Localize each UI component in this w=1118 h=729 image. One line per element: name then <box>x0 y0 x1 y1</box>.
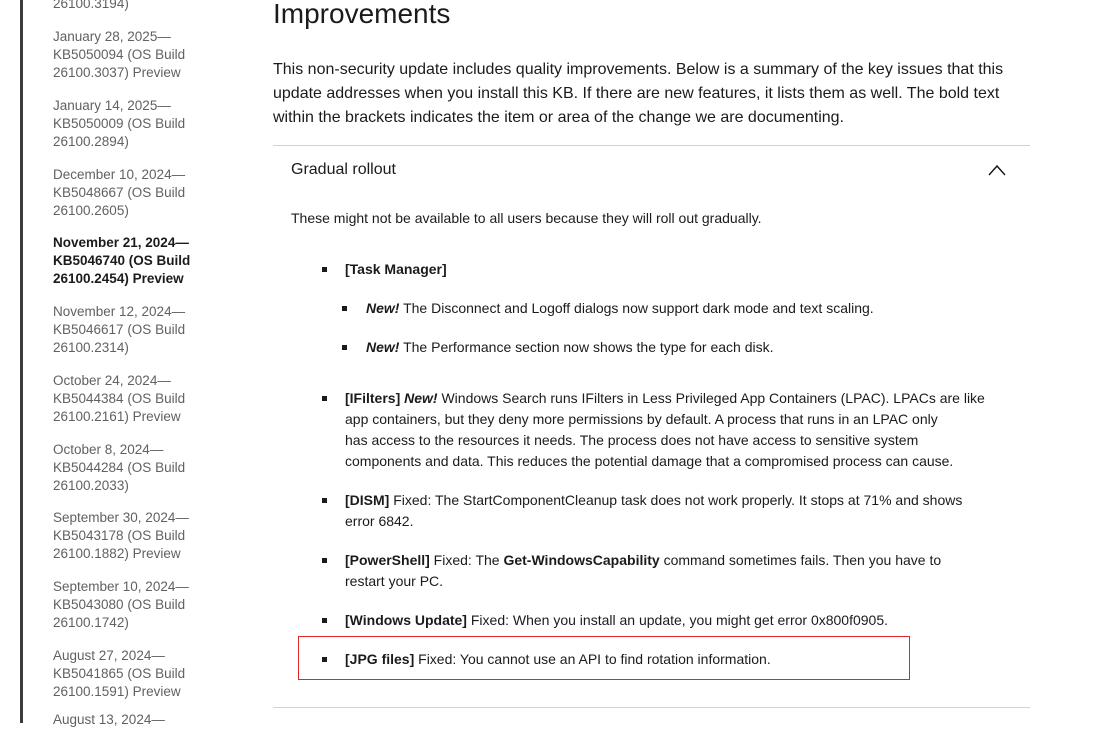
bullet-icon <box>322 498 327 503</box>
sidebar-item-kb5044384[interactable]: October 24, 2024— KB5044384 (OS Build 26100.2161) Preview <box>53 373 186 424</box>
bullet-icon <box>322 558 327 563</box>
sidebar-item-kb5041865[interactable]: August 27, 2024— KB5041865 (OS Build 26100.1591) Preview <box>53 648 186 699</box>
list-item-windows-update: [Windows Update] Fixed: When you install an update, you might get error 0x800f0905. <box>345 612 889 628</box>
bullet-icon <box>342 345 347 350</box>
chevron-up-icon[interactable] <box>988 164 1006 176</box>
sidebar-item-kb5046740-active[interactable]: November 21, 2024— KB5046740 (OS Build 26100.2454) Preview <box>53 235 191 286</box>
accordion-bottom-divider <box>273 707 1030 708</box>
sidebar-item-kb5048667[interactable]: December 10, 2024— KB5048667 (OS Build 26100.2605) <box>53 167 186 218</box>
list-item-ifilters: [IFilters] New! Windows Search runs IFilters in Less Privileged App Containers (LPAC). LPACs are like app containers, but they deny more permissions by default. A process that runs in an LPAC only has access to the resources it needs. The process does not have access to sensitive system components and data. This reduces the potential damage that a compromised process can cause. <box>345 390 985 469</box>
bullet-icon <box>342 306 347 311</box>
sidebar-item-august-13-2024[interactable]: August 13, 2024— <box>53 712 165 727</box>
list-item-dism: [DISM] Fixed: The StartComponentCleanup task does not work properly. It stops at 71% and shows error 6842. <box>345 492 963 529</box>
sidebar-item-kb-26100-3194[interactable]: 26100.3194) <box>53 0 129 11</box>
list-item-jpg-files: [JPG files] Fixed: You cannot use an API to find rotation information. <box>345 651 771 667</box>
sidebar-item-kb5043178[interactable]: September 30, 2024— KB5043178 (OS Build 26100.1882) Preview <box>53 510 189 561</box>
bullet-icon <box>322 396 327 401</box>
list-item-task-manager-disk-type: New! The Performance section now shows the type for each disk. <box>366 339 774 355</box>
intro-paragraph: This non-security update includes quality improvements. Below is a summary of the key issues that this update addresses when you install this KB. If there are new features, it lists them as well. The bold text within the brackets indicates the item or area of the change we are documenting. <box>273 61 1004 126</box>
left-border <box>20 0 23 723</box>
bullet-icon <box>322 657 327 662</box>
sidebar-item-kb5050009[interactable]: January 14, 2025— KB5050009 (OS Build 26100.2894) <box>53 98 186 149</box>
rollout-note: These might not be available to all users because they will roll out gradually. <box>291 210 762 226</box>
sidebar-item-kb5046617[interactable]: November 12, 2024— KB5046617 (OS Build 26100.2314) <box>53 304 186 355</box>
section-title: Improvements <box>273 0 451 29</box>
sidebar-item-kb5043080[interactable]: September 10, 2024— KB5043080 (OS Build 26100.1742) <box>53 579 189 630</box>
list-item-task-manager-dark-mode: New! The Disconnect and Logoff dialogs now support dark mode and text scaling. <box>366 300 874 316</box>
bullet-icon <box>322 618 327 623</box>
bullet-icon <box>322 267 327 272</box>
list-item-powershell: [PowerShell] Fixed: The Get-WindowsCapability command sometimes fails. Then you have to restart your PC. <box>345 552 942 589</box>
accordion-header-gradual-rollout[interactable] <box>273 145 1030 197</box>
sidebar-item-kb5050094[interactable]: January 28, 2025— KB5050094 (OS Build 26100.3037) Preview <box>53 29 186 80</box>
list-item-task-manager: [Task Manager] <box>345 261 447 277</box>
accordion-title: Gradual rollout <box>291 161 396 178</box>
sidebar-item-kb5044284[interactable]: October 8, 2024— KB5044284 (OS Build 26100.2033) <box>53 442 186 493</box>
